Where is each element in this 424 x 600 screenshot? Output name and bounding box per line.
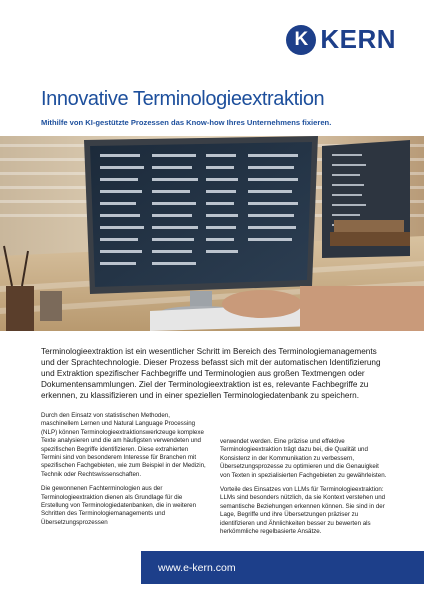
footer-bar — [141, 551, 424, 584]
right-paragraph-1: verwendet werden. Eine präzise und effektive Terminologieextraktion trägt dazu bei, die Qualität und Konsistenz in der Kommunikation zu verbessern, Übersetzungsprozesse zu optimieren und die Genauigkeit von Texten in spezialisierten Fachgebieten zu gewährleisten. — [220, 438, 387, 479]
website-link[interactable]: www.e-kern.com — [158, 561, 236, 574]
logo-wordmark: KERN — [320, 24, 396, 54]
hero-photo — [0, 136, 424, 331]
page-subtitle: Mithilfe von KI-gestützte Prozessen das Know-how Ihres Unternehmens fixieren. — [41, 118, 332, 127]
right-column — [220, 438, 388, 542]
left-paragraph-2: Die gewonnenen Fachterminologien aus der Terminologieextraktion dienen als Grundlage für die Erstellung von Terminologiedatenbanken, die in weiteren Schritten des Terminologiemanagements und Übersetzungsprozessen — [41, 485, 197, 526]
left-column — [41, 412, 209, 533]
kern-logo — [286, 24, 396, 55]
page-title: Innovative Terminologieextraktion — [41, 88, 325, 110]
left-paragraph-1: Durch den Einsatz von statistischen Methoden, maschinellem Lernen und Natural Language Processing (NLP) können Terminologieextraktionswerkzeuge komplexe Texte analysieren und die am häufigsten verwendeten und spezifischen Begriffe identifizieren. Diese extrahierten Termini sind von besonderem Interesse für Branchen mit spezifischen Fachgebieten, wie zum Beispiel in der Medizin, Technik oder Rechtswissenschaften. — [41, 412, 206, 478]
logo-mark: K — [286, 25, 316, 55]
right-paragraph-2: Vorteile des Einsatzes von LLMs für Terminologieextraktion: LLMs sind besonders nützlich, da sie Kontext verstehen und semantische Beziehungen erkennen können. Sie sind in der Lage, Begriffe und ihre Übersetzungen präziser zu identifizieren und Ähnlichkeiten besser zu bewerten als herkömmliche regelbasierte Ansätze. — [220, 486, 386, 536]
intro-paragraph: Terminologieextraktion ist ein wesentlicher Schritt im Bereich des Terminologiemanagements und der Sprachtechnologie. Dieser Prozess befasst sich mit der automatischen Identifizierung und Extraktion spezifischer Fachbegriffe und Terminologien aus großen Textmengen oder Dokumentensammlungen. Ziel der Terminologieextraktion ist es, relevante Fachbegriffe zu erkennen, zu klassifizieren und in einer speziellen Terminologiedatenbank zu speichern. — [41, 347, 381, 400]
intro-text — [41, 346, 391, 401]
